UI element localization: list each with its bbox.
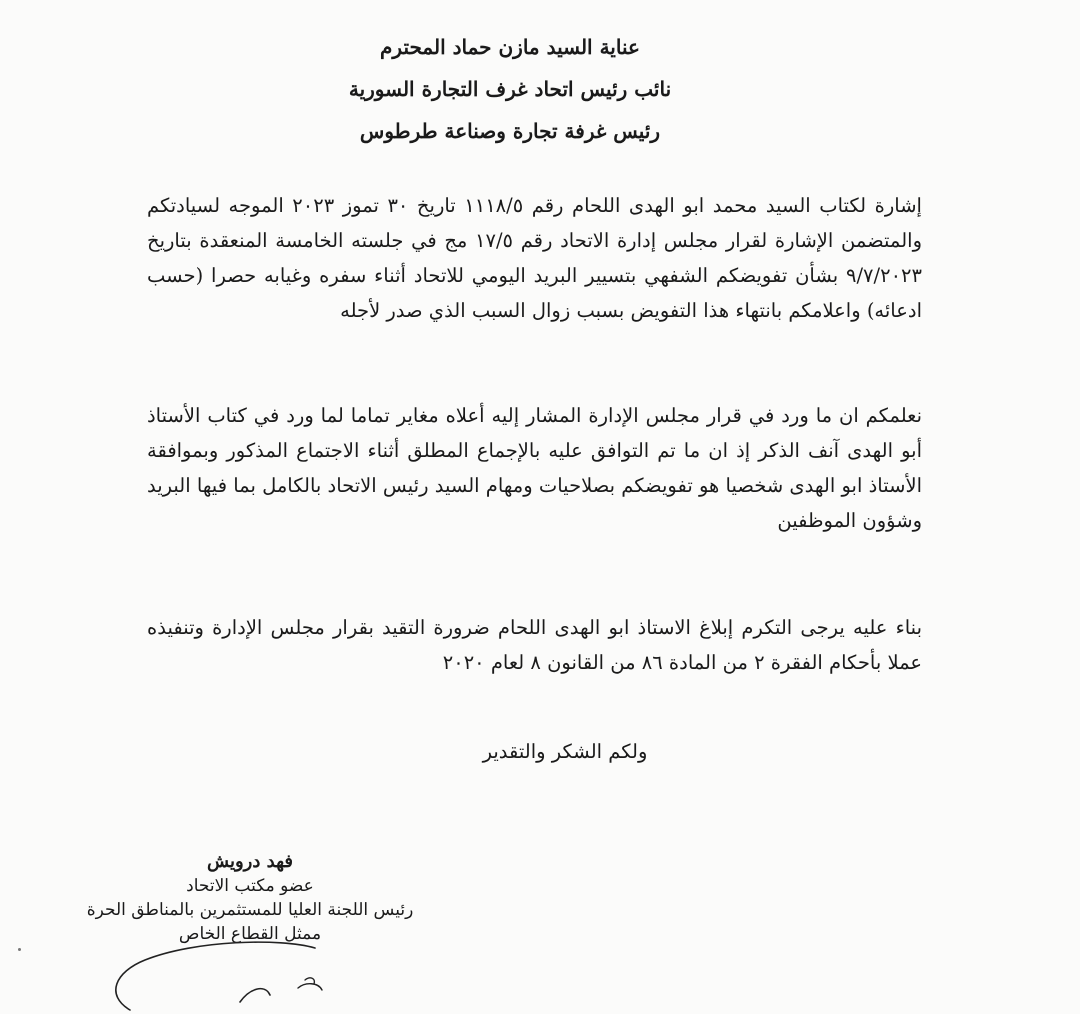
addressee-line-name: عناية السيد مازن حماد المحترم (380, 35, 640, 59)
closing-line: ولكم الشكر والتقدير (482, 740, 648, 763)
paper-speck (18, 948, 21, 951)
addressee-line-chamber-president: رئيس غرفة تجارة وصناعة طرطوس (359, 119, 661, 143)
paragraph-reference: إشارة لكتاب السيد محمد ابو الهدى اللحام رقم ١١١٨/٥ تاريخ ٣٠ تموز ٢٠٢٣ الموجه لسيادتكم والمتضمن الإشارة لقرار مجلس إدارة الاتحاد رقم ١٧/٥ مج في جلسته الخامسة المنعقدة بتاريخ ٩/٧/٢٠٢٣ بشأن تفويضكم الشفهي بتسيير البريد اليومي للاتحاد أثناء سفره وغيابه حصرا (حسب ادعائه) واعلامكم بانتهاء هذا التفويض بسبب زوال السبب الذي صدر لأجله (147, 194, 922, 322)
addressee-block (300, 26, 720, 152)
signature-block (70, 850, 430, 946)
signatory-title-bureau: عضو مكتب الاتحاد (186, 876, 314, 896)
signatory-title-private-sector: ممثل القطاع الخاص (178, 924, 322, 944)
paragraph-clarification: نعلمكم ان ما ورد في قرار مجلس الإدارة المشار إليه أعلاه مغاير تماما لما ورد في كتاب الأستاذ أبو الهدى آنف الذكر إذ ان ما تم التوافق عليه بالإجماع المطلق أثناء الاجتماع المذكور وبموافقة الأستاذ ابو الهدى شخصيا هو تفويضكم بصلاحيات ومهام السيد رئيس الاتحاد بالكامل بما فيها البريد وشؤون الموظفين (147, 404, 922, 532)
handwritten-signature (100, 940, 360, 1014)
signatory-name: فهد درويش (207, 851, 293, 872)
signatory-title-committee: رئيس اللجنة العليا للمستثمرين بالمناطق الحرة (86, 900, 414, 920)
addressee-line-vice-president: نائب رئيس اتحاد غرف التجارة السورية (348, 77, 672, 101)
paragraph-request: بناء عليه يرجى التكرم إبلاغ الاستاذ ابو الهدى اللحام ضرورة التقيد بقرار مجلس الإدارة وتنفيذه عملا بأحكام الفقرة ٢ من المادة ٨٦ من القانون ٨ لعام ٢٠٢٠ (147, 616, 922, 674)
